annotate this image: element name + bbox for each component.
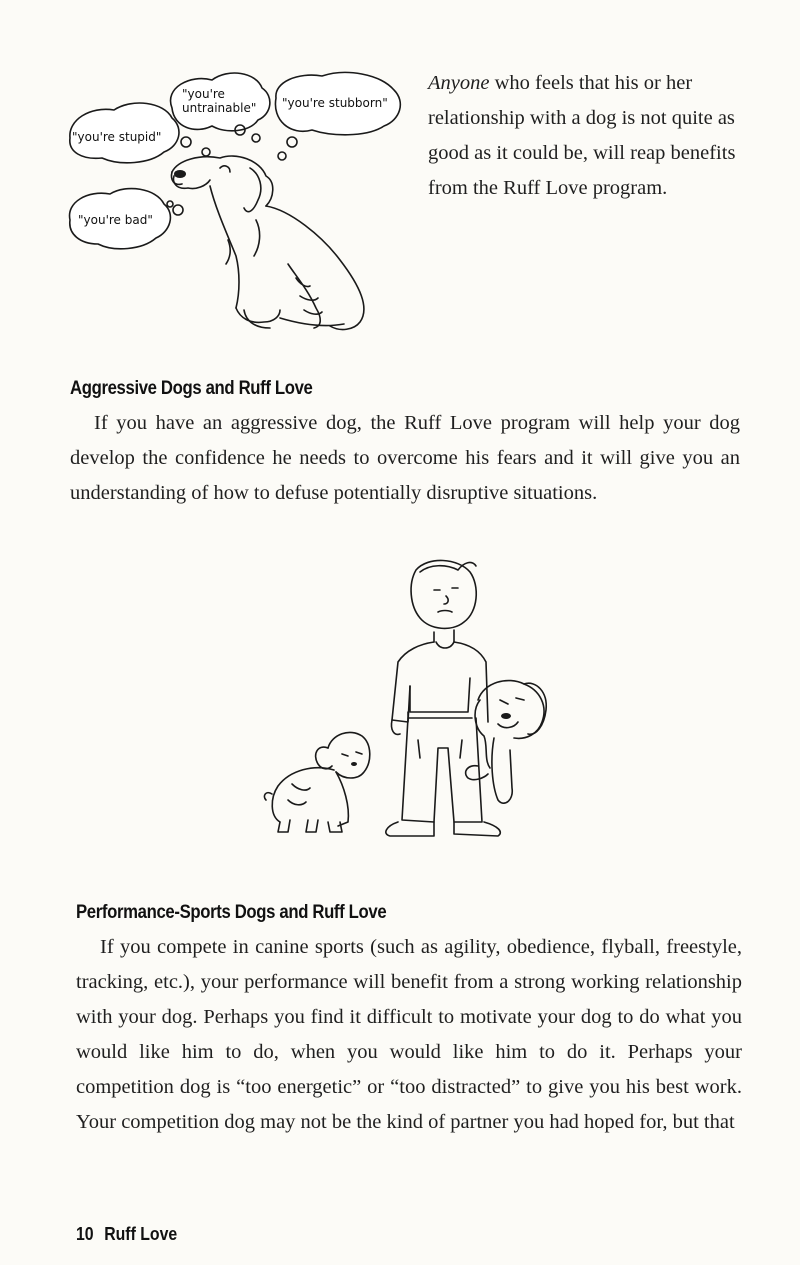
section-paragraph-performance-sports	[76, 930, 742, 1140]
intro-text: who feels that his or her relationship with a dog is not quite as good as it could be, will reap benefits from the Ruff Love program.	[428, 72, 736, 199]
section-heading-performance-sports: Performance-Sports Dogs and Ruff Love	[76, 902, 387, 923]
dog-thought-bubbles-illustration	[60, 60, 410, 340]
section-heading-aggressive-dogs: Aggressive Dogs and Ruff Love	[70, 378, 313, 399]
bubble-text-stupid: "you're stupid"	[72, 130, 162, 144]
bubble-text-stubborn: "you're stubborn"	[282, 96, 388, 110]
man-drawing	[386, 560, 500, 836]
bubble-text-bad: "you're bad"	[78, 213, 153, 227]
book-title: Ruff Love	[104, 1224, 178, 1244]
sitting-dog-drawing	[171, 156, 363, 329]
thought-circles	[167, 125, 297, 215]
page-footer	[76, 1224, 177, 1245]
bubble-text-untrainable: untrainable"	[182, 101, 257, 115]
paragraph-text: If you compete in canine sports (such as agility, obedience, flyball, freestyle, tracking, etc.), your performance will benefit from a strong working relationship with your dog. Perhaps you find it difficult to motivate your dog to do what you would like him to do, when you would like him to do it. Perhaps your competition dog is “too energetic” or “too distracted” to give you his best work. Your competition dog may not be the kind of partner you had hoped for, but that	[76, 936, 742, 1133]
section-paragraph-aggressive-dogs	[70, 406, 740, 511]
intro-emphasis: Anyone	[428, 72, 490, 94]
man-with-dogs-illustration	[258, 550, 548, 845]
page-number: 10	[76, 1224, 94, 1244]
small-dog-drawing	[264, 732, 369, 832]
paragraph-text: If you have an aggressive dog, the Ruff Love program will help your dog develop the confidence he needs to overcome his fears and it will give you an understanding of how to defuse potentially disruptive situations.	[70, 412, 740, 504]
bubble-text-youre: "you're	[182, 87, 225, 101]
intro-paragraph	[428, 66, 748, 206]
